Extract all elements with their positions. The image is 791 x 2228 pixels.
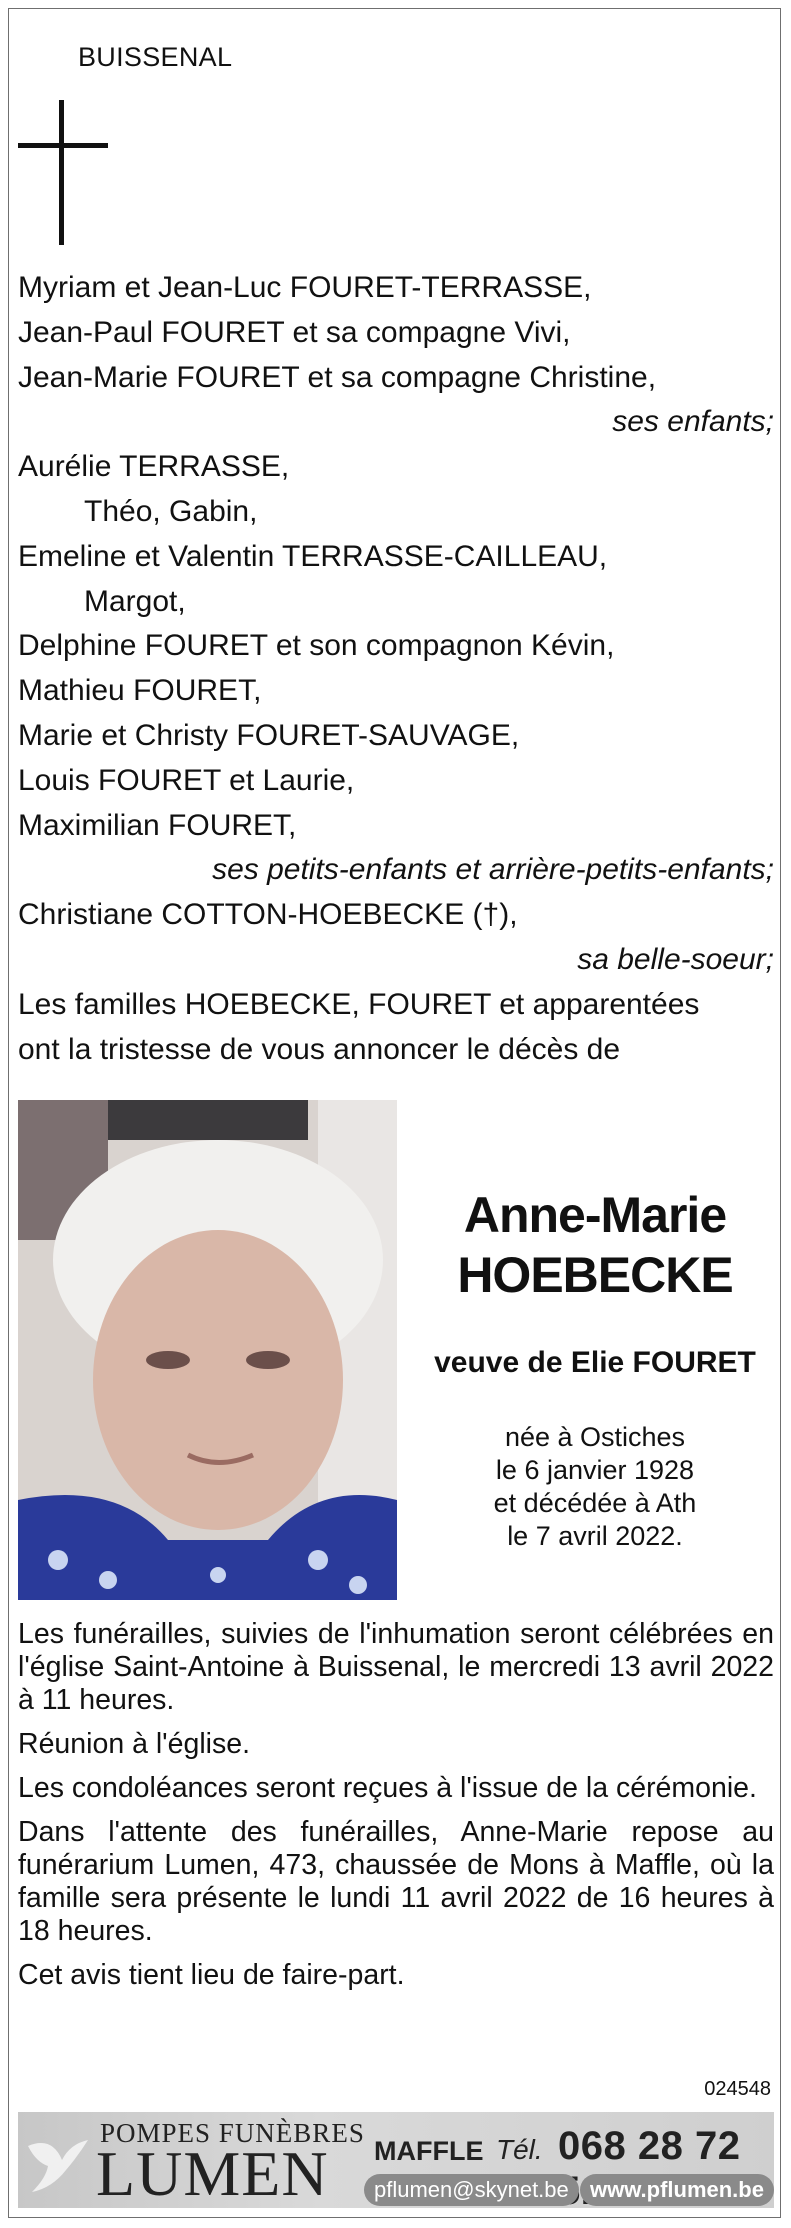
family-line: Jean-Paul FOURET et sa compagne Vivi, [18,315,571,349]
family-line: Myriam et Jean-Luc FOURET-TERRASSE, [18,271,592,304]
funeral-home-banner [18,2112,774,2208]
funeral-details [18,1618,774,2003]
died-date: le 7 avril 2022. [507,1521,683,1551]
family-line: Aurélie TERRASSE, [18,450,290,484]
resting-paragraph: Dans l'attente des funérailles, Anne-Marie repose au funérarium Lumen, 473, chaussée de Mons à Maffle, où la famille sera présente le lundi 11 avril 2022 de 16 heures à 18 heures. [18,1816,774,1947]
place-heading: BUISSENAL [78,42,233,72]
family-line: Jean-Marie FOURET et sa compagne Christine, [18,360,657,394]
family-list [18,266,774,1072]
company-name: LUMEN [96,2138,329,2209]
cross-icon [18,100,108,250]
deceased-last-name: HOEBECKE [457,1247,733,1303]
company-subtitle: POMPES FUNÈBRES [100,2118,365,2148]
family-line: Mathieu FOURET, [18,674,262,708]
family-line: Emeline et Valentin TERRASSE-CAILLEAU, [18,539,608,573]
life-dates [420,1421,770,1553]
family-line: Margot, [84,584,186,618]
family-line: Christiane COTTON-HOEBECKE (†), [18,898,518,932]
condolences-paragraph: Les condoléances seront reçues à l'issue de la cérémonie. [18,1772,757,1804]
funeral-paragraph: Les funérailles, suivies de l'inhumation seront célébrées en l'église Saint-Antoine à Buissenal, le mercredi 13 avril 2022 à 11 heures. [18,1618,774,1716]
family-line: Delphine FOURET et son compagnon Kévin, [18,629,615,663]
website-link[interactable]: www.pflumen.be [580,2174,774,2206]
email-link[interactable]: pflumen@skynet.be [364,2174,579,2206]
family-line: Les familles HOEBECKE, FOURET et apparentées [18,987,700,1021]
family-line: Maximilian FOURET, [18,808,297,842]
born-date: le 6 janvier 1928 [495,1455,695,1485]
family-line: Théo, Gabin, [84,494,258,528]
reference-number: 024548 [704,2078,771,2100]
family-line: Marie et Christy FOURET-SAUVAGE, [18,718,520,752]
notice-paragraph: Cet avis tient lieu de faire-part. [18,1959,405,1991]
portrait-photo [18,1100,397,1600]
relation-label: sa belle-soeur; [577,942,774,976]
deceased-first-name: Anne-Marie [463,1187,727,1243]
deceased-block [420,1185,770,1553]
died-place: et décédée à Ath [493,1488,697,1518]
tel-label: Tél. [496,2134,543,2165]
company-city: MAFFLE [374,2136,484,2166]
born-place: née à Ostiches [504,1422,686,1452]
family-line: Louis FOURET et Laurie, [18,763,355,797]
family-line: ont la tristesse de vous annoncer le décès de [18,1032,621,1066]
bird-logo-icon [22,2126,94,2198]
relation-label: ses enfants; [612,405,774,439]
phone-number[interactable]: 068 28 72 [558,2124,741,2168]
widow-of: veuve de Elie FOURET [434,1346,756,1379]
meeting-paragraph: Réunion à l'église. [18,1728,251,1760]
relation-label: ses petits-enfants et arrière-petits-enfants; [212,853,774,887]
